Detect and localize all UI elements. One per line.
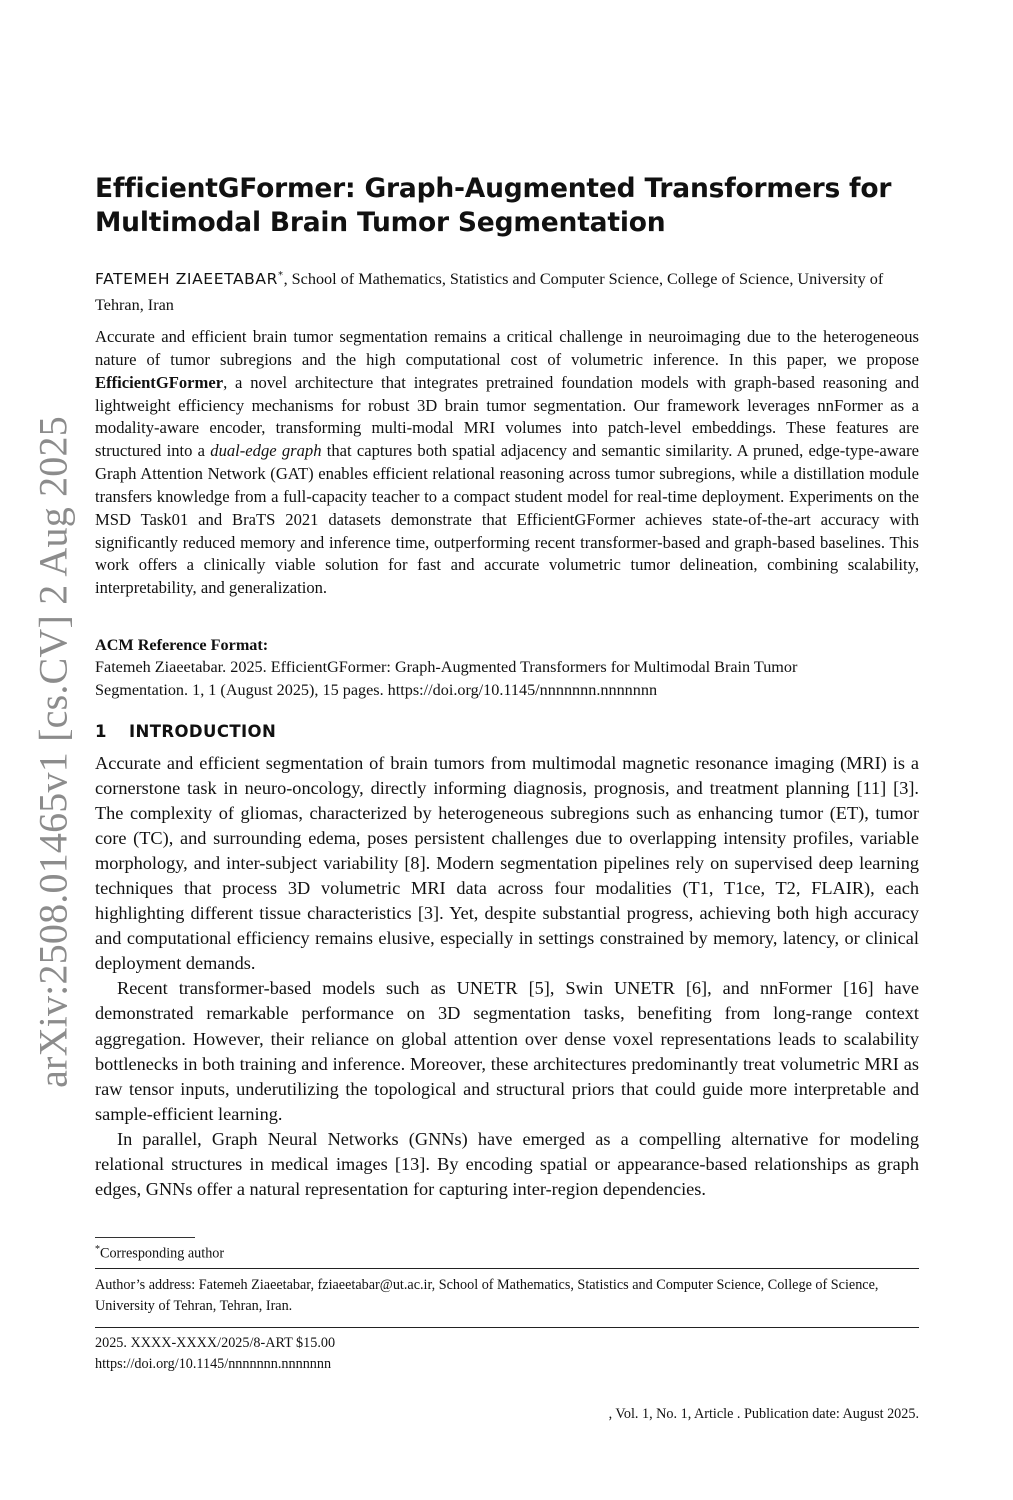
- intro-paragraph-1: Accurate and efficient segmentation of brain tumors from multimodal magnetic resonance imaging (MRI) is a cornerstone task in neuro-oncology, directly informing diagnosis, prognosis, and treatment planning [11] [3]. The complexity of gliomas, characterized by heterogeneous subregions such as enhancing tumor (ET), tumor core (TC), and surrounding edema, poses persistent challenges due to overlapping intensity profiles, variable morphology, and inter-subject variability [8]. Modern segmentation pipelines rely on supervised deep learning techniques that process 3D volumetric MRI data across four modalities (T1, T1ce, T2, FLAIR), each highlighting different tissue characteristics [3]. Yet, despite substantial progress, achieving both high accuracy and computational efficiency remains elusive, especially in settings constrained by memory, latency, or clinical deployment demands.: [95, 753, 919, 974]
- running-footer: , Vol. 1, No. 1, Article . Publication date: August 2025.: [608, 1406, 919, 1422]
- publication-info: 2025. XXXX-XXXX/2025/8-ART $15.00 https://doi.org/10.1145/nnnnnnn.nnnnnnn: [95, 1335, 336, 1372]
- abstract: Accurate and efficient brain tumor segmentation remains a critical challenge in neuroimaging due to the heterogeneous nature of tumor subregions and the high computational cost of volumetric inference. In this paper, we propose EfficientGFormer, a novel architecture that integrates pretrained foundation models with graph-based reasoning and lightweight efficiency mechanisms for robust 3D brain tumor segmentation. Our framework leverages nnFormer as a modality-aware encoder, transforming multi-modal MRI volumes into patch-level embeddings. These features are structured into a dual-edge graph that captures both spatial adjacency and semantic similarity. A pruned, edge-type-aware Graph Attention Network (GAT) enables efficient relational reasoning across tumor subregions, while a distillation module transfers knowledge from a full-capacity teacher to a compact student model for real-time deployment. Experiments on the MSD Task01 and BraTS 2021 datasets demonstrate that EfficientGFormer achieves state-of-the-art accuracy with significantly reduced memory and inference time, outperforming recent transformer-based and graph-based baselines. This work offers a clinically viable solution for fast and accurate volumetric tumor delineation, combining scalability, interpretability, and generalization.: [95, 327, 920, 598]
- title-line-1: EfficientGFormer: Graph-Augmented Transformers for: [95, 173, 892, 204]
- footnote-rule: [95, 1237, 195, 1238]
- author-name: FATEMEH ZIAEETABAR*: [95, 270, 284, 289]
- arxiv-identifier-stamp: arXiv:2508.01465v1 [cs.CV] 2 Aug 2025: [30, 416, 76, 1088]
- paper-title: [95, 172, 925, 240]
- address-rule: [95, 1268, 919, 1269]
- acm-reference-heading: ACM Reference Format:: [95, 636, 269, 654]
- acm-reference-text: Fatemeh Ziaeetabar. 2025. EfficientGFormer: Graph-Augmented Transformers for Multimodal Brain Tumor Segmentation. 1, 1 (August 2025), 15 pages. https://doi.org/10.1145/nnnnnnn.nnnnnnn: [95, 658, 798, 699]
- pubinfo-rule: [95, 1327, 919, 1328]
- intro-paragraph-2: Recent transformer-based models such as UNETR [5], Swin UNETR [6], and nnFormer [16] have demonstrated remarkable performance on 3D segmentation tasks, benefiting from long-range context aggregation. However, their reliance on global attention over dense voxel representations leads to scalability bottlenecks in both training and inference. Moreover, these architectures predominantly treat volumetric MRI as raw tensor inputs, underutilizing the topological and structural priors that could guide more interpretable and sample-efficient learning.: [95, 978, 919, 1124]
- intro-paragraph-3: In parallel, Graph Neural Networks (GNNs) have emerged as a compelling alternative for modeling relational structures in medical images [13]. By encoding spatial or appearance-based relationships as graph edges, GNNs offer a natural representation for capturing inter-region dependencies.: [95, 1128, 919, 1199]
- introduction-body: [95, 751, 919, 1202]
- author-block: [95, 263, 919, 318]
- section-title: INTRODUCTION: [129, 722, 277, 741]
- footnote: *Corresponding author: [95, 1244, 225, 1262]
- corresponding-marker: *: [277, 270, 284, 281]
- section-number: 1: [95, 722, 107, 741]
- model-name: EfficientGFormer: [95, 372, 224, 392]
- author-address: Author’s address: Fatemeh Ziaeetabar, fziaeetabar@ut.ac.ir, School of Mathematics, Statistics and Computer Science, College of Science, University of Tehran, Tehran, Iran.: [95, 1277, 879, 1314]
- title-line-2: Multimodal Brain Tumor Segmentation: [95, 207, 666, 238]
- graph-term: dual-edge graph: [210, 441, 322, 461]
- section-heading: [95, 720, 276, 744]
- author-affiliation: , School of Mathematics, Statistics and Computer Science, College of Science, University of Tehran, Iran: [95, 270, 884, 315]
